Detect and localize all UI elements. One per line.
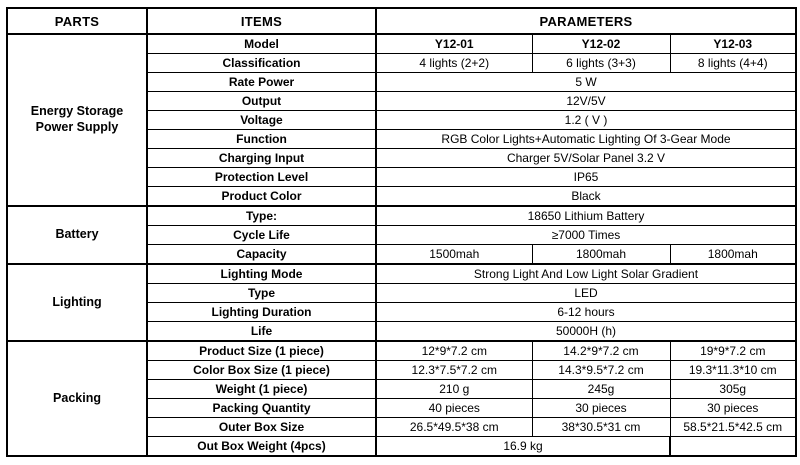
value-cell: 245g	[532, 379, 670, 398]
value-cell: 12*9*7.2 cm	[376, 341, 532, 361]
value-cell: 38*30.5*31 cm	[532, 417, 670, 436]
value-cell: 12.3*7.5*7.2 cm	[376, 360, 532, 379]
item-label-battery-type: Type:	[147, 206, 376, 226]
section-label-energy-storage: Energy Storage Power Supply	[7, 34, 147, 206]
value-cell: 50000H (h)	[376, 321, 796, 341]
value-cell: RGB Color Lights+Automatic Lighting Of 3-Gear Mode	[376, 129, 796, 148]
table-row	[7, 206, 796, 226]
item-label-capacity: Capacity	[147, 244, 376, 264]
item-label-protection-level: Protection Level	[147, 167, 376, 186]
value-cell: 6 lights (3+3)	[532, 54, 670, 73]
value-cell-model-3: Y12-03	[670, 34, 796, 54]
item-label-lighting-duration: Lighting Duration	[147, 302, 376, 321]
value-cell: 58.5*21.5*42.5 cm	[670, 417, 796, 436]
value-cell: 5 W	[376, 73, 796, 92]
header-row	[7, 8, 796, 34]
value-cell: 1800mah	[670, 244, 796, 264]
value-cell: 30 pieces	[670, 398, 796, 417]
value-cell: 16.9 kg	[376, 436, 670, 456]
value-cell: 19*9*7.2 cm	[670, 341, 796, 361]
item-label-life: Life	[147, 321, 376, 341]
item-label-function: Function	[147, 129, 376, 148]
spec-table	[6, 7, 797, 457]
value-cell: 30 pieces	[532, 398, 670, 417]
col-header-parameters: PARAMETERS	[376, 8, 796, 34]
value-cell: Black	[376, 186, 796, 206]
item-label-color-box-size: Color Box Size (1 piece)	[147, 360, 376, 379]
value-cell: Charger 5V/Solar Panel 3.2 V	[376, 148, 796, 167]
value-cell: IP65	[376, 167, 796, 186]
item-label-outer-box-size: Outer Box Size	[147, 417, 376, 436]
item-label-lighting-mode: Lighting Mode	[147, 264, 376, 284]
value-cell: 1800mah	[532, 244, 670, 264]
section-label-battery: Battery	[7, 206, 147, 264]
item-label-output: Output	[147, 91, 376, 110]
value-cell-model-2: Y12-02	[532, 34, 670, 54]
value-cell: 14.3*9.5*7.2 cm	[532, 360, 670, 379]
value-cell: 1.2 ( V )	[376, 110, 796, 129]
item-label-rate-power: Rate Power	[147, 73, 376, 92]
item-label-out-box-weight: Out Box Weight (4pcs)	[147, 436, 376, 456]
value-cell: 210 g	[376, 379, 532, 398]
item-label-classification: Classification	[147, 54, 376, 73]
value-cell: LED	[376, 283, 796, 302]
item-label-model: Model	[147, 34, 376, 54]
value-cell: Strong Light And Low Light Solar Gradient	[376, 264, 796, 284]
section-label-lighting: Lighting	[7, 264, 147, 341]
value-cell: 26.5*49.5*38 cm	[376, 417, 532, 436]
item-label-weight: Weight (1 piece)	[147, 379, 376, 398]
value-cell: 1500mah	[376, 244, 532, 264]
value-cell: 18650 Lithium Battery	[376, 206, 796, 226]
item-label-product-color: Product Color	[147, 186, 376, 206]
value-cell: 305g	[670, 379, 796, 398]
value-cell: 8 lights (4+4)	[670, 54, 796, 73]
value-cell: 6-12 hours	[376, 302, 796, 321]
value-cell: 14.2*9*7.2 cm	[532, 341, 670, 361]
col-header-parts: PARTS	[7, 8, 147, 34]
item-label-product-size: Product Size (1 piece)	[147, 341, 376, 361]
item-label-voltage: Voltage	[147, 110, 376, 129]
value-cell: 4 lights (2+2)	[376, 54, 532, 73]
col-header-items: ITEMS	[147, 8, 376, 34]
section-label-packing: Packing	[7, 341, 147, 456]
item-label-lighting-type: Type	[147, 283, 376, 302]
value-cell: 12V/5V	[376, 91, 796, 110]
value-cell: 40 pieces	[376, 398, 532, 417]
item-label-cycle-life: Cycle Life	[147, 225, 376, 244]
item-label-charging-input: Charging Input	[147, 148, 376, 167]
value-cell-model-1: Y12-01	[376, 34, 532, 54]
table-row	[7, 341, 796, 361]
value-cell-empty	[670, 436, 796, 456]
table-row	[7, 264, 796, 284]
value-cell: 19.3*11.3*10 cm	[670, 360, 796, 379]
value-cell: ≥7000 Times	[376, 225, 796, 244]
table-row	[7, 34, 796, 54]
item-label-packing-quantity: Packing Quantity	[147, 398, 376, 417]
